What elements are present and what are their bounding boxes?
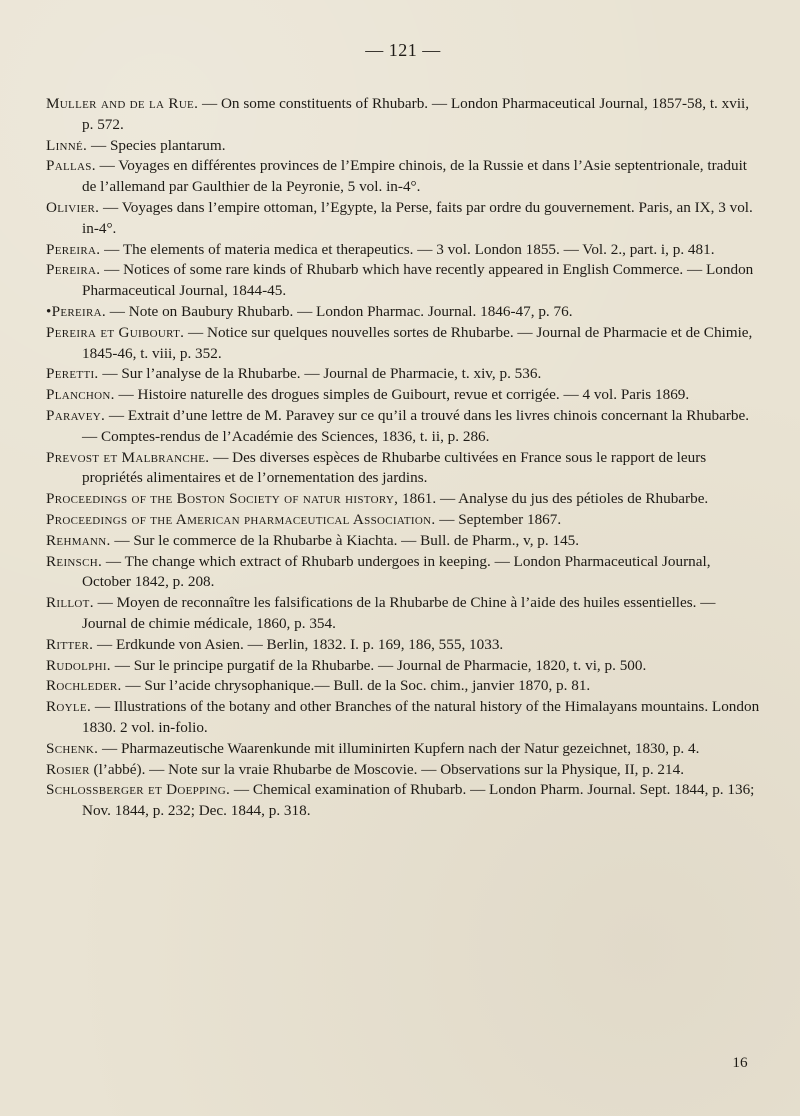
entry-author: Rudolphi. [46,656,111,674]
entry-author: Pereira. [46,261,101,279]
entry-author: Rochleder. [46,677,122,695]
bibliography-entry [46,552,760,594]
entry-author: Proceedings of the American pharmaceutical Association. [46,510,436,528]
bibliography-entry [46,510,760,531]
entry-text: — Sur l’acide chrysophanique.— Bull. de la Soc. chim., janvier 1870, p. 81. [121,677,591,695]
entry-author: Reinsch. [46,552,103,570]
entry-author: Rehmann. [46,531,111,549]
bibliography-entry [46,593,760,635]
entry-author: Rosier [46,760,90,778]
entry-text: 1861. — Analyse du jus des pétioles de Rhubarbe. [398,490,709,508]
page-number: — 121 — [365,40,441,60]
bibliography-entry [46,364,760,385]
entry-text: — The change which extract of Rhubarb undergoes in keeping. — London Pharmaceutical Journal, October 1842, p. 208. [82,552,711,591]
entry-text: — Extrait d’une lettre de M. Paravey sur ce qu’il a trouvé dans les livres chinois concernant la Rhubarbe. — Comptes-rendus de l’Académie des Sciences, 1836, t. ii, p. 286. [82,406,750,445]
entry-text: — Des diverses espèces de Rhubarbe cultivées en France sous le rapport de leurs propriétés alimentaires et de l’ornementation des jardins. [82,448,707,487]
bibliography-entry [46,323,760,365]
entry-author: Pereira. [46,240,101,258]
bibliography-entry [46,136,760,157]
entry-text: — Notice sur quelques nouvelles sortes de Rhubarbe. — Journal de Pharmacie et de Chimie, 1845-46, t. viii, p. 352. [82,323,753,362]
entry-text: — Note on Baubury Rhubarb. — London Pharmac. Journal. 1846-47, p. 76. [105,302,573,320]
entry-text: — September 1867. [435,510,562,528]
signature-mark: 16 [732,1054,748,1071]
entry-text: — Histoire naturelle des drogues simples de Guibourt, revue et corrigée. — 4 vol. Paris 1869. [114,386,690,404]
bibliography-entry [46,739,760,760]
entry-author: Olivier. [46,198,100,216]
bibliography-entry [46,448,760,490]
bibliography-entry [46,94,760,136]
bibliography-entry [46,198,760,240]
entry-text: (l’abbé). — Note sur la vraie Rhubarbe de Moscovie. — Observations sur la Physique, II, p. 214. [89,760,685,778]
entry-author: Paravey. [46,406,106,424]
entry-text: — Sur l’analyse de la Rhubarbe. — Journal de Pharmacie, t. xiv, p. 536. [98,365,542,383]
bibliography-entry [46,697,760,739]
entry-author: Pallas. [46,157,96,175]
entry-text: — Notices of some rare kinds of Rhubarb which have recently appeared in English Commerce. — London Pharmaceutical Journal, 1844-45. [82,261,754,300]
entry-text: — Voyages dans l’empire ottoman, l’Egypte, la Perse, faits par ordre du gouvernement. Paris, an IX, 3 vol. in-4°. [82,198,753,237]
bibliography-list [46,94,760,822]
entry-author: Linné. [46,136,88,154]
entry-author: Royle. [46,698,92,716]
entry-author: Prevost et Malbranche. [46,448,210,466]
entry-author: Planchon. [46,386,115,404]
bibliography-entry [46,240,760,261]
entry-author: Proceedings of the Boston Society of natur history, [46,490,399,508]
entry-text: — The elements of materia medica et therapeutics. — 3 vol. London 1855. — Vol. 2., part. i, p. 481. [100,240,715,258]
bibliography-entry [46,260,760,302]
entry-author: Muller and de la Rue. [46,95,199,112]
entry-text: — Chemical examination of Rhubarb. — London Pharm. Journal. Sept. 1844, p. 136; Nov. 1844, p. 232; Dec. 1844, p. 318. [82,781,755,820]
bibliography-entry [46,406,760,448]
entry-text: — Sur le principe purgatif de la Rhubarbe. — Journal de Pharmacie, 1820, t. vi, p. 500. [110,656,647,674]
bibliography-entry [46,385,760,406]
bibliography-entry [46,489,760,510]
entry-text: — Sur le commerce de la Rhubarbe à Kiachta. — Bull. de Pharm., v, p. 145. [110,531,580,549]
entry-text: — Pharmazeutische Waarenkunde mit illuminirten Kupfern nach der Natur gezeichnet, 1830, p. 4. [98,739,700,757]
bibliography-entry [46,780,760,822]
entry-text: — Illustrations of the botany and other Branches of the natural history of the Himalayans mountains. London 1830. 2 vol. in-folio. [82,698,760,736]
entry-text: — On some constituents of Rhubarb. — London Pharmaceutical Journal, 1857-58, t. xvii, p. 572. [82,95,750,133]
entry-author: Peretti. [46,365,99,383]
entry-author: Schenk. [46,739,99,757]
bibliography-entry [46,531,760,552]
bibliography-entry [46,302,760,323]
entry-text: — Species plantarum. [87,136,226,154]
entry-text: — Moyen de reconnaître les falsifications de la Rhubarbe de Chine à l’aide des huiles essentielles. — Journal de chimie médicale, 1860, p. 354. [82,594,716,632]
bibliography-entry [46,676,760,697]
bibliography-entry [46,760,760,781]
bibliography-entry [46,635,760,656]
entry-author: Ritter. [46,635,94,653]
entry-author: Schlossberger et Doepping. [46,781,231,799]
entry-author: •Pereira. [46,302,106,320]
entry-text: — Erdkunde von Asien. — Berlin, 1832. I. p. 169, 186, 555, 1033. [93,635,504,653]
entry-text: — Voyages en différentes provinces de l’Empire chinois, de la Russie et dans l’Asie septentrionale, traduit de l’allemand par Gaulthier de la Peyronie, 5 vol. in-4°. [82,157,748,196]
bibliography-entry [46,656,760,677]
entry-author: Rillot. [46,594,94,612]
entry-author: Pereira et Guibourt. [46,323,185,341]
bibliography-entry [46,156,760,198]
